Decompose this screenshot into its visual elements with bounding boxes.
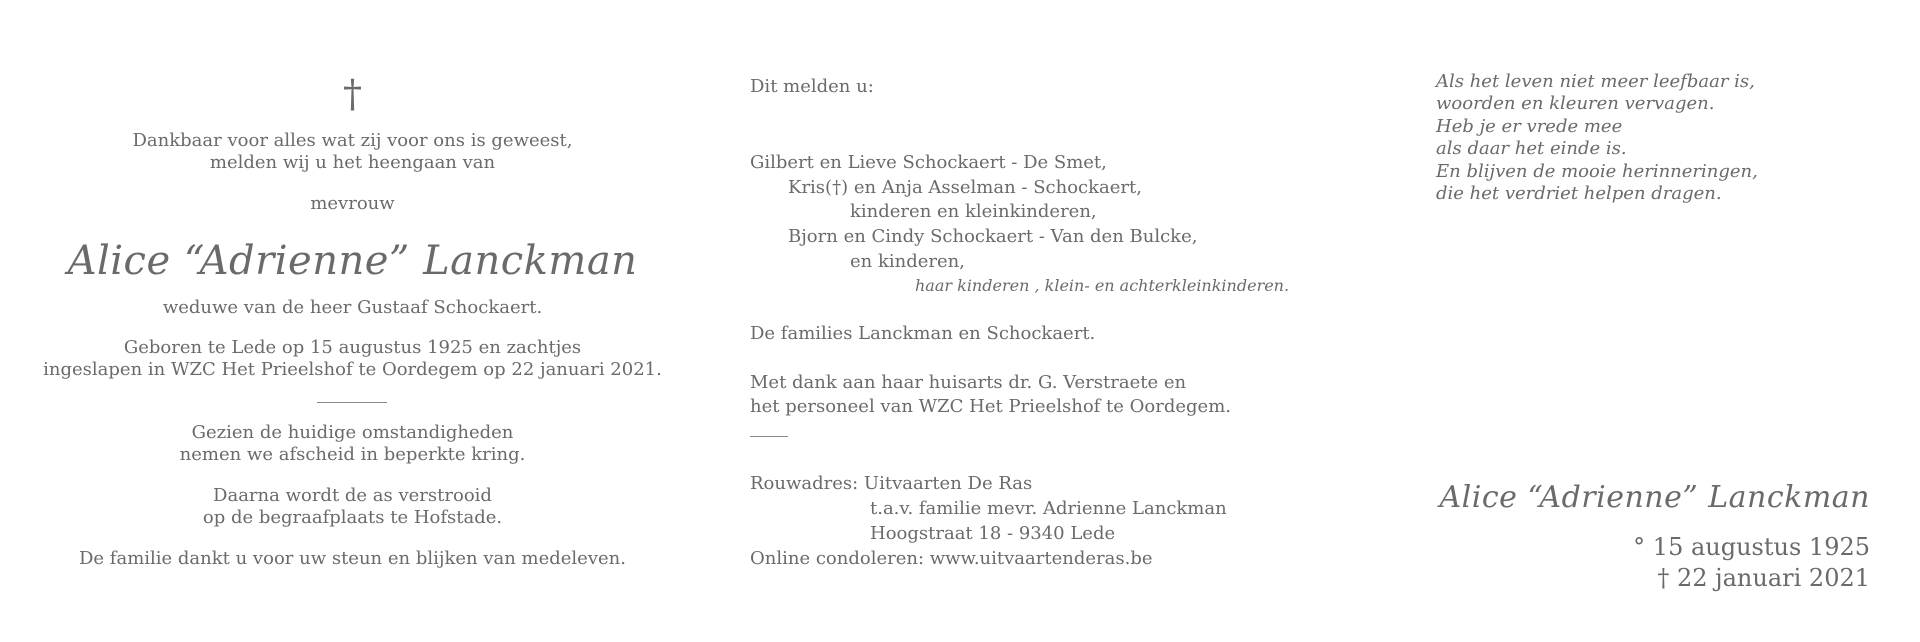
death-date: † 22 januari 2021 <box>1657 564 1870 592</box>
born-line-1: Geboren te Lede op 15 augustus 1925 en zachtjes <box>123 337 582 358</box>
ashes-line-1: Daarna wordt de as verstrooid <box>213 485 492 506</box>
family-line: Kris(†) en Anja Asselman - Schockaert, <box>788 177 1142 198</box>
poem-line: die het verdriet helpen dragen. <box>1436 183 1722 204</box>
divider <box>750 436 788 437</box>
poem-line: woorden en kleuren vervagen. <box>1436 93 1715 114</box>
intro-line-1: Dankbaar voor alles wat zij voor ons is geweest, <box>132 130 573 151</box>
ashes-line-2: op de begraafplaats te Hofstade. <box>202 507 503 528</box>
cross-icon: † <box>343 72 362 116</box>
families-line: De families Lanckman en Schockaert. <box>750 323 1096 344</box>
honorific: mevrouw <box>310 193 395 214</box>
family-heading: Dit melden u: <box>750 76 874 97</box>
address-line-1: Rouwadres: Uitvaarten De Ras <box>750 473 1033 494</box>
deceased-name-small: Alice “Adrienne” Lanckman <box>1439 480 1870 515</box>
doctor-line-1: Met dank aan haar huisarts dr. G. Verstraete en <box>750 372 1187 393</box>
poem-line: Als het leven niet meer leefbaar is, <box>1436 71 1755 92</box>
online-condolence: Online condoleren: www.uitvaartenderas.be <box>750 548 1153 569</box>
address-line-3: Hoogstraat 18 - 9340 Lede <box>870 523 1116 544</box>
born-line-2: ingeslapen in WZC Het Prieelshof te Oordegem op 22 januari 2021. <box>43 359 662 380</box>
family-line: Gilbert en Lieve Schockaert - De Smet, <box>750 152 1107 173</box>
divider <box>317 402 387 403</box>
farewell-line-2: nemen we afscheid in beperkte kring. <box>179 444 526 465</box>
poem-line: als daar het einde is. <box>1436 138 1627 159</box>
poem-panel <box>1420 0 1920 642</box>
family-panel <box>750 0 1340 642</box>
intro-line-2: melden wij u het heengaan van <box>209 152 496 173</box>
announcement-panel <box>0 0 705 642</box>
widow-line: weduwe van de heer Gustaaf Schockaert. <box>162 297 543 318</box>
family-line-descendants: haar kinderen , klein- en achterkleinkinderen. <box>915 276 1290 295</box>
thanks-line: De familie dankt u voor uw steun en blijken van medeleven. <box>79 548 626 569</box>
poem-line: Heb je er vrede mee <box>1436 116 1623 137</box>
family-line: en kinderen, <box>850 251 965 272</box>
doctor-line-2: het personeel van WZC Het Prieelshof te Oordegem. <box>750 396 1231 417</box>
family-line: kinderen en kleinkinderen, <box>850 201 1097 222</box>
birth-date: ° 15 augustus 1925 <box>1633 533 1870 561</box>
address-line-2: t.a.v. familie mevr. Adrienne Lanckman <box>870 498 1227 519</box>
poem-line: En blijven de mooie herinneringen, <box>1436 161 1758 182</box>
deceased-name: Alice “Adrienne” Lanckman <box>67 238 638 284</box>
farewell-line-1: Gezien de huidige omstandigheden <box>191 422 514 443</box>
family-line: Bjorn en Cindy Schockaert - Van den Bulcke, <box>788 226 1198 247</box>
